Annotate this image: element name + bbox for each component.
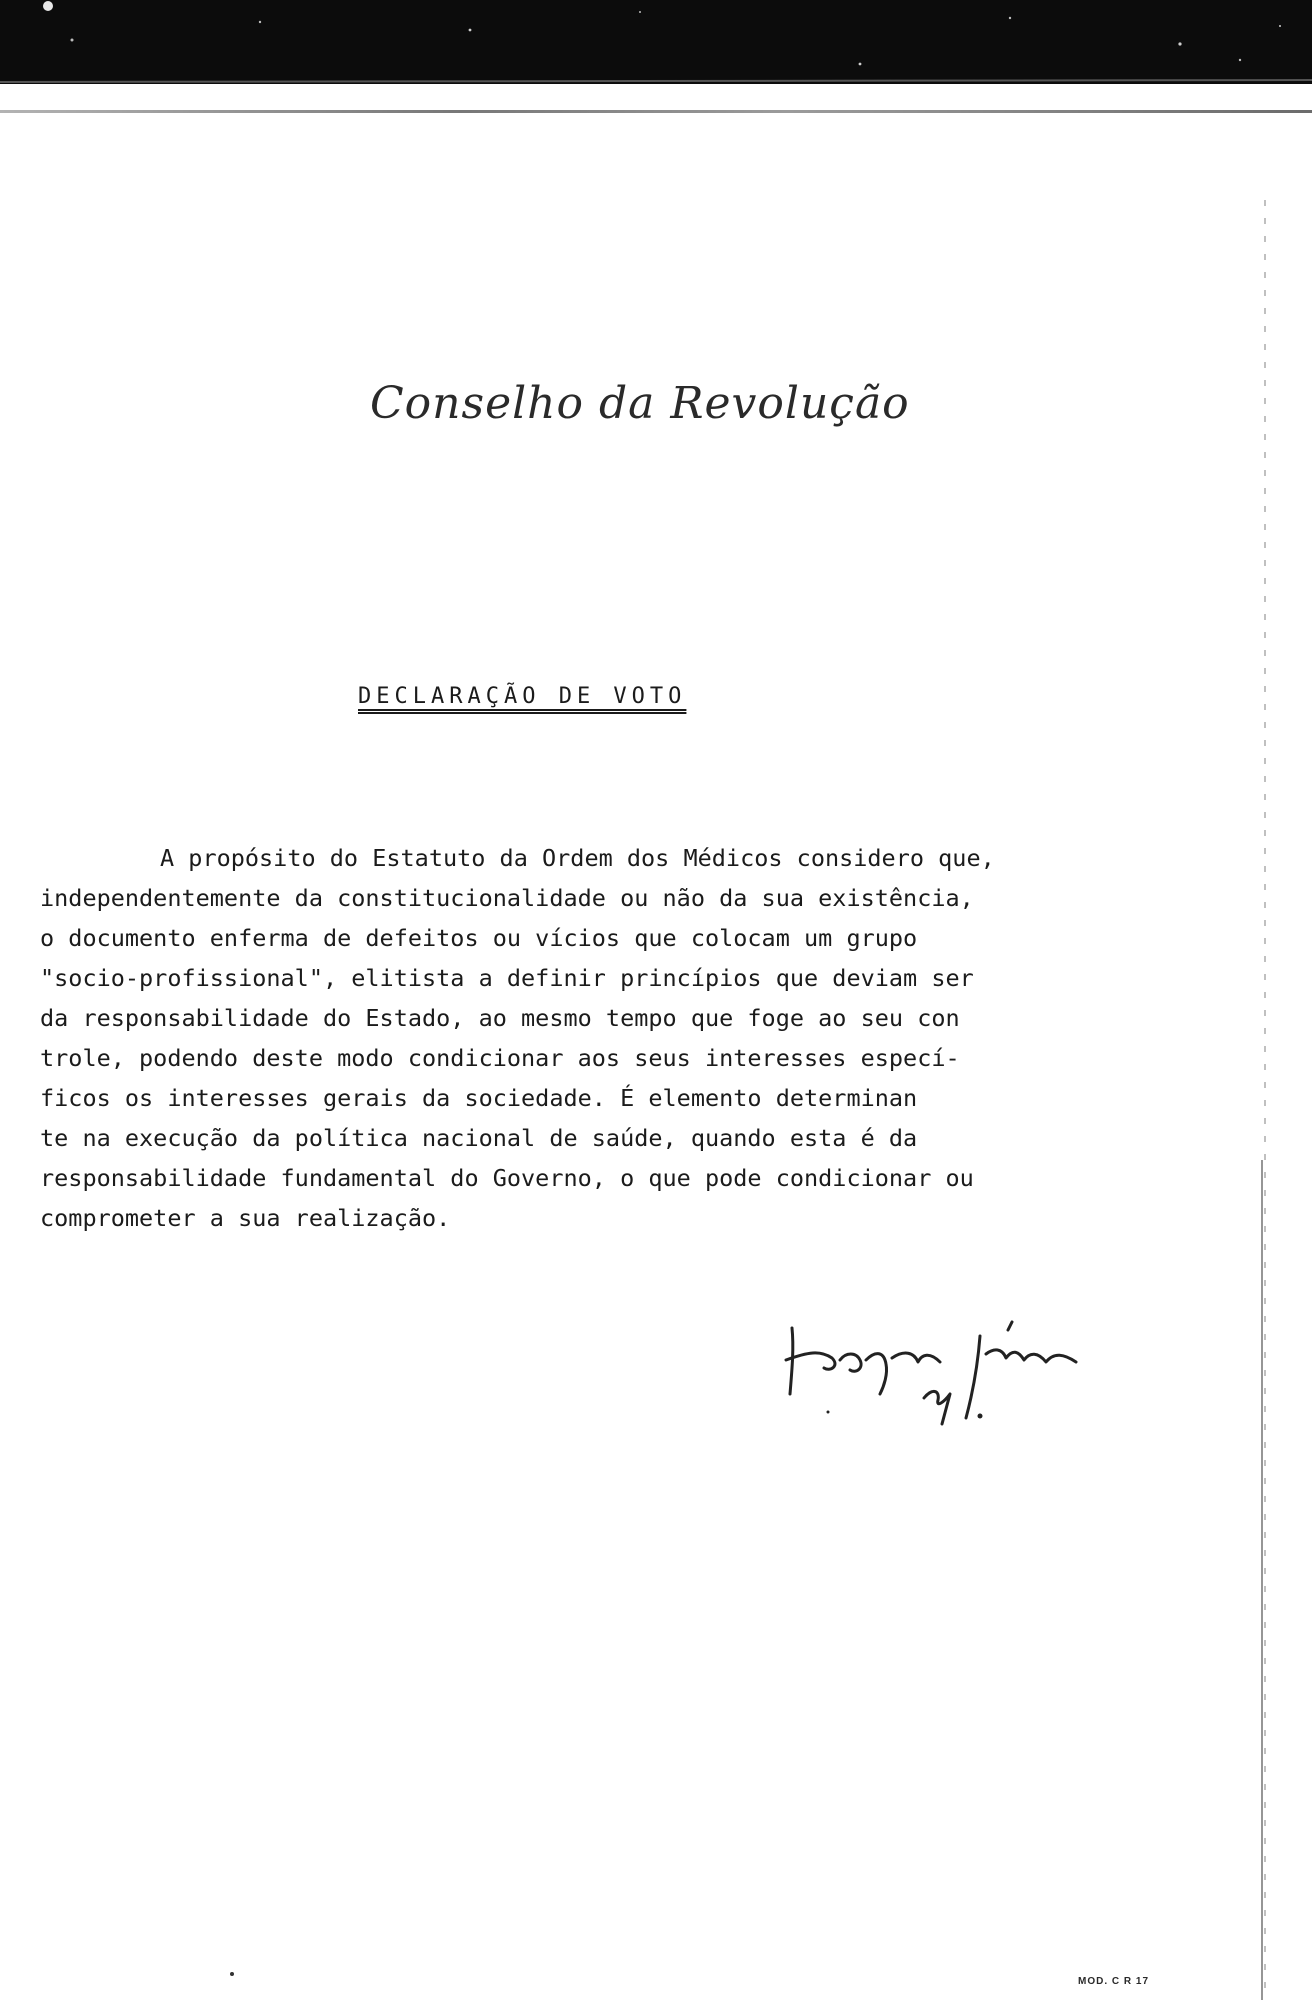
document-heading: DECLARAÇÃO DE VOTO xyxy=(358,684,687,709)
form-code: MOD. C R 17 xyxy=(1078,1976,1150,1987)
letterhead-title: Conselho da Revolução xyxy=(370,378,910,429)
handwritten-signature xyxy=(780,1290,1120,1430)
body-line: independentemente da constitucionalidade ou não da sua existência, xyxy=(40,884,974,912)
body-line: da responsabilidade do Estado, ao mesmo tempo que foge ao seu con xyxy=(40,1004,960,1032)
scan-edge-line xyxy=(0,110,1312,113)
body-line: "socio-profissional", elitista a definir princípios que deviam ser xyxy=(40,964,974,992)
body-line: trole, podendo deste modo condicionar aos seus interesses especí- xyxy=(40,1044,960,1072)
scan-noise-specks xyxy=(0,0,1312,84)
scan-right-edge-strong xyxy=(1261,1160,1263,2000)
scan-right-edge xyxy=(1264,200,1266,2000)
scan-speck xyxy=(230,1972,234,1976)
body-line: comprometer a sua realização. xyxy=(40,1204,451,1232)
body-line: responsabilidade fundamental do Governo, o que pode condicionar ou xyxy=(40,1164,974,1192)
body-line: o documento enferma de defeitos ou vícios que colocam um grupo xyxy=(40,924,918,952)
body-line: ficos os interesses gerais da sociedade. É elemento determinan xyxy=(40,1084,918,1112)
body-line: te na execução da política nacional de saúde, quando esta é da xyxy=(40,1124,918,1152)
declaration-body xyxy=(40,838,1180,1238)
scan-top-band xyxy=(0,0,1312,84)
body-line: A propósito do Estatuto da Ordem dos Médicos considero que, xyxy=(160,844,995,872)
